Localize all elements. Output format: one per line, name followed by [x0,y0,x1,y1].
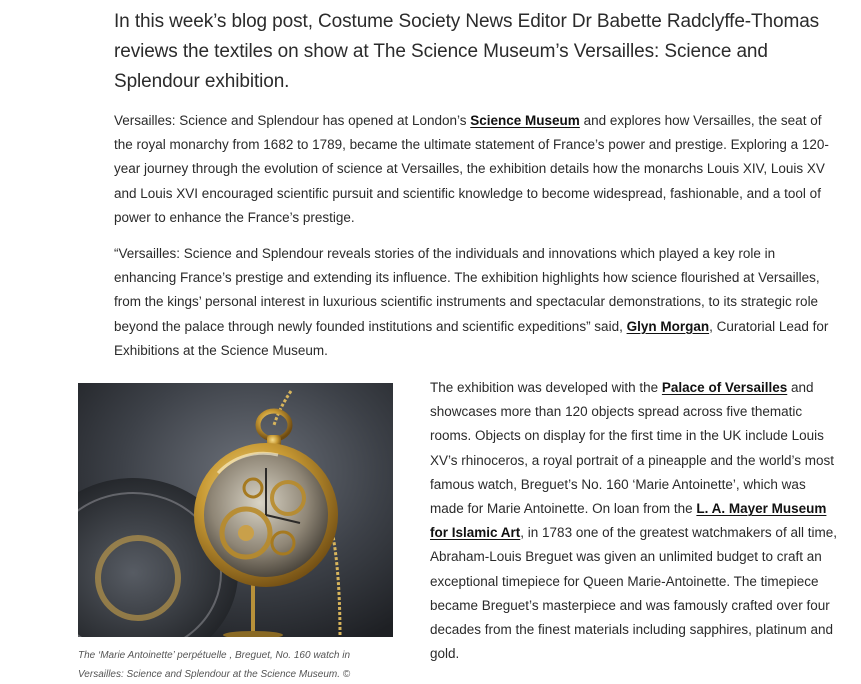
paragraph-1-text: Versailles: Science and Splendour has opened at London’s [114,113,471,128]
science-museum-link[interactable]: Science Museum [470,113,580,128]
paragraph-2-text: , Curatorial Lead for Exhibitions at the Science Museum. [114,318,829,358]
pocket-watch-photo-icon [78,383,393,637]
paragraph-3-text: and showcases more than 120 objects spread across five thematic rooms. Objects on display for the first time in the UK include Louis XV’s rhinoceros, a royal portrait of a pineapple and the world’s most famous watch, Breguet’s No. 160 ‘Marie Antoinette’, which was made for Marie Antoinette. On loan from the [430,380,834,517]
paragraph-2 [114,242,838,363]
figure-caption: The ‘Marie Antoinette’ perpétuelle , Breguet, No. 160 watch in Versailles: Science and Splendour at the Science Museum. © [78,650,351,680]
paragraph-3-text: The exhibition was developed with the [430,380,662,395]
la-mayer-museum-link[interactable]: L. A. Mayer Museum for Islamic Art [430,501,827,541]
paragraph-1 [114,109,838,230]
palace-of-versailles-link[interactable]: Palace of Versailles [661,380,788,395]
intro-lead: In this week’s blog post, Costume Society News Editor Dr Babette Radclyffe-Thomas reviews the textiles on show at The Science Museum’s Versailles: Science and Splendour exhibition. [114,11,820,92]
watch-photo [78,383,393,637]
glyn-morgan-link[interactable]: Glyn Morgan [626,318,710,334]
paragraph-1-text: and explores how Versailles, the seat of the royal monarchy from 1682 to 1789, became the ultimate statement of France’s power and prestige. Exploring a 120-year journey through the evolution of science at Versailles, the exhibition details how the monarchs Louis XIV, Louis XV and Louis XVI encouraged scientific pursuit and scientific knowledge to become widespread, fashionable, and a tool of power to enhance the France’s prestige. [114,113,829,225]
paragraph-2-text: “Versailles: Science and Splendour reveals stories of the individuals and innovations which played a key role in enhancing France’s prestige and extending its influence. The exhibition highlights how science flourished at Versailles, from the kings’ personal interest in luxurious scientific instruments and spectacular demonstrations, to its strategic role beyond the palace through newly founded institutions and scientific expeditions” said, [114,246,820,334]
paragraph-3 [430,376,840,666]
paragraph-3-text: , in 1783 one of the greatest watchmakers of all time, Abraham-Louis Breguet was given an unlimited budget to craft an exceptional timepiece for Queen Marie-Antoinette. The timepiece became Breguet’s masterpiece and was famously crafted over four decades from the finest materials including sapphires, platinum and gold. [430,525,837,662]
